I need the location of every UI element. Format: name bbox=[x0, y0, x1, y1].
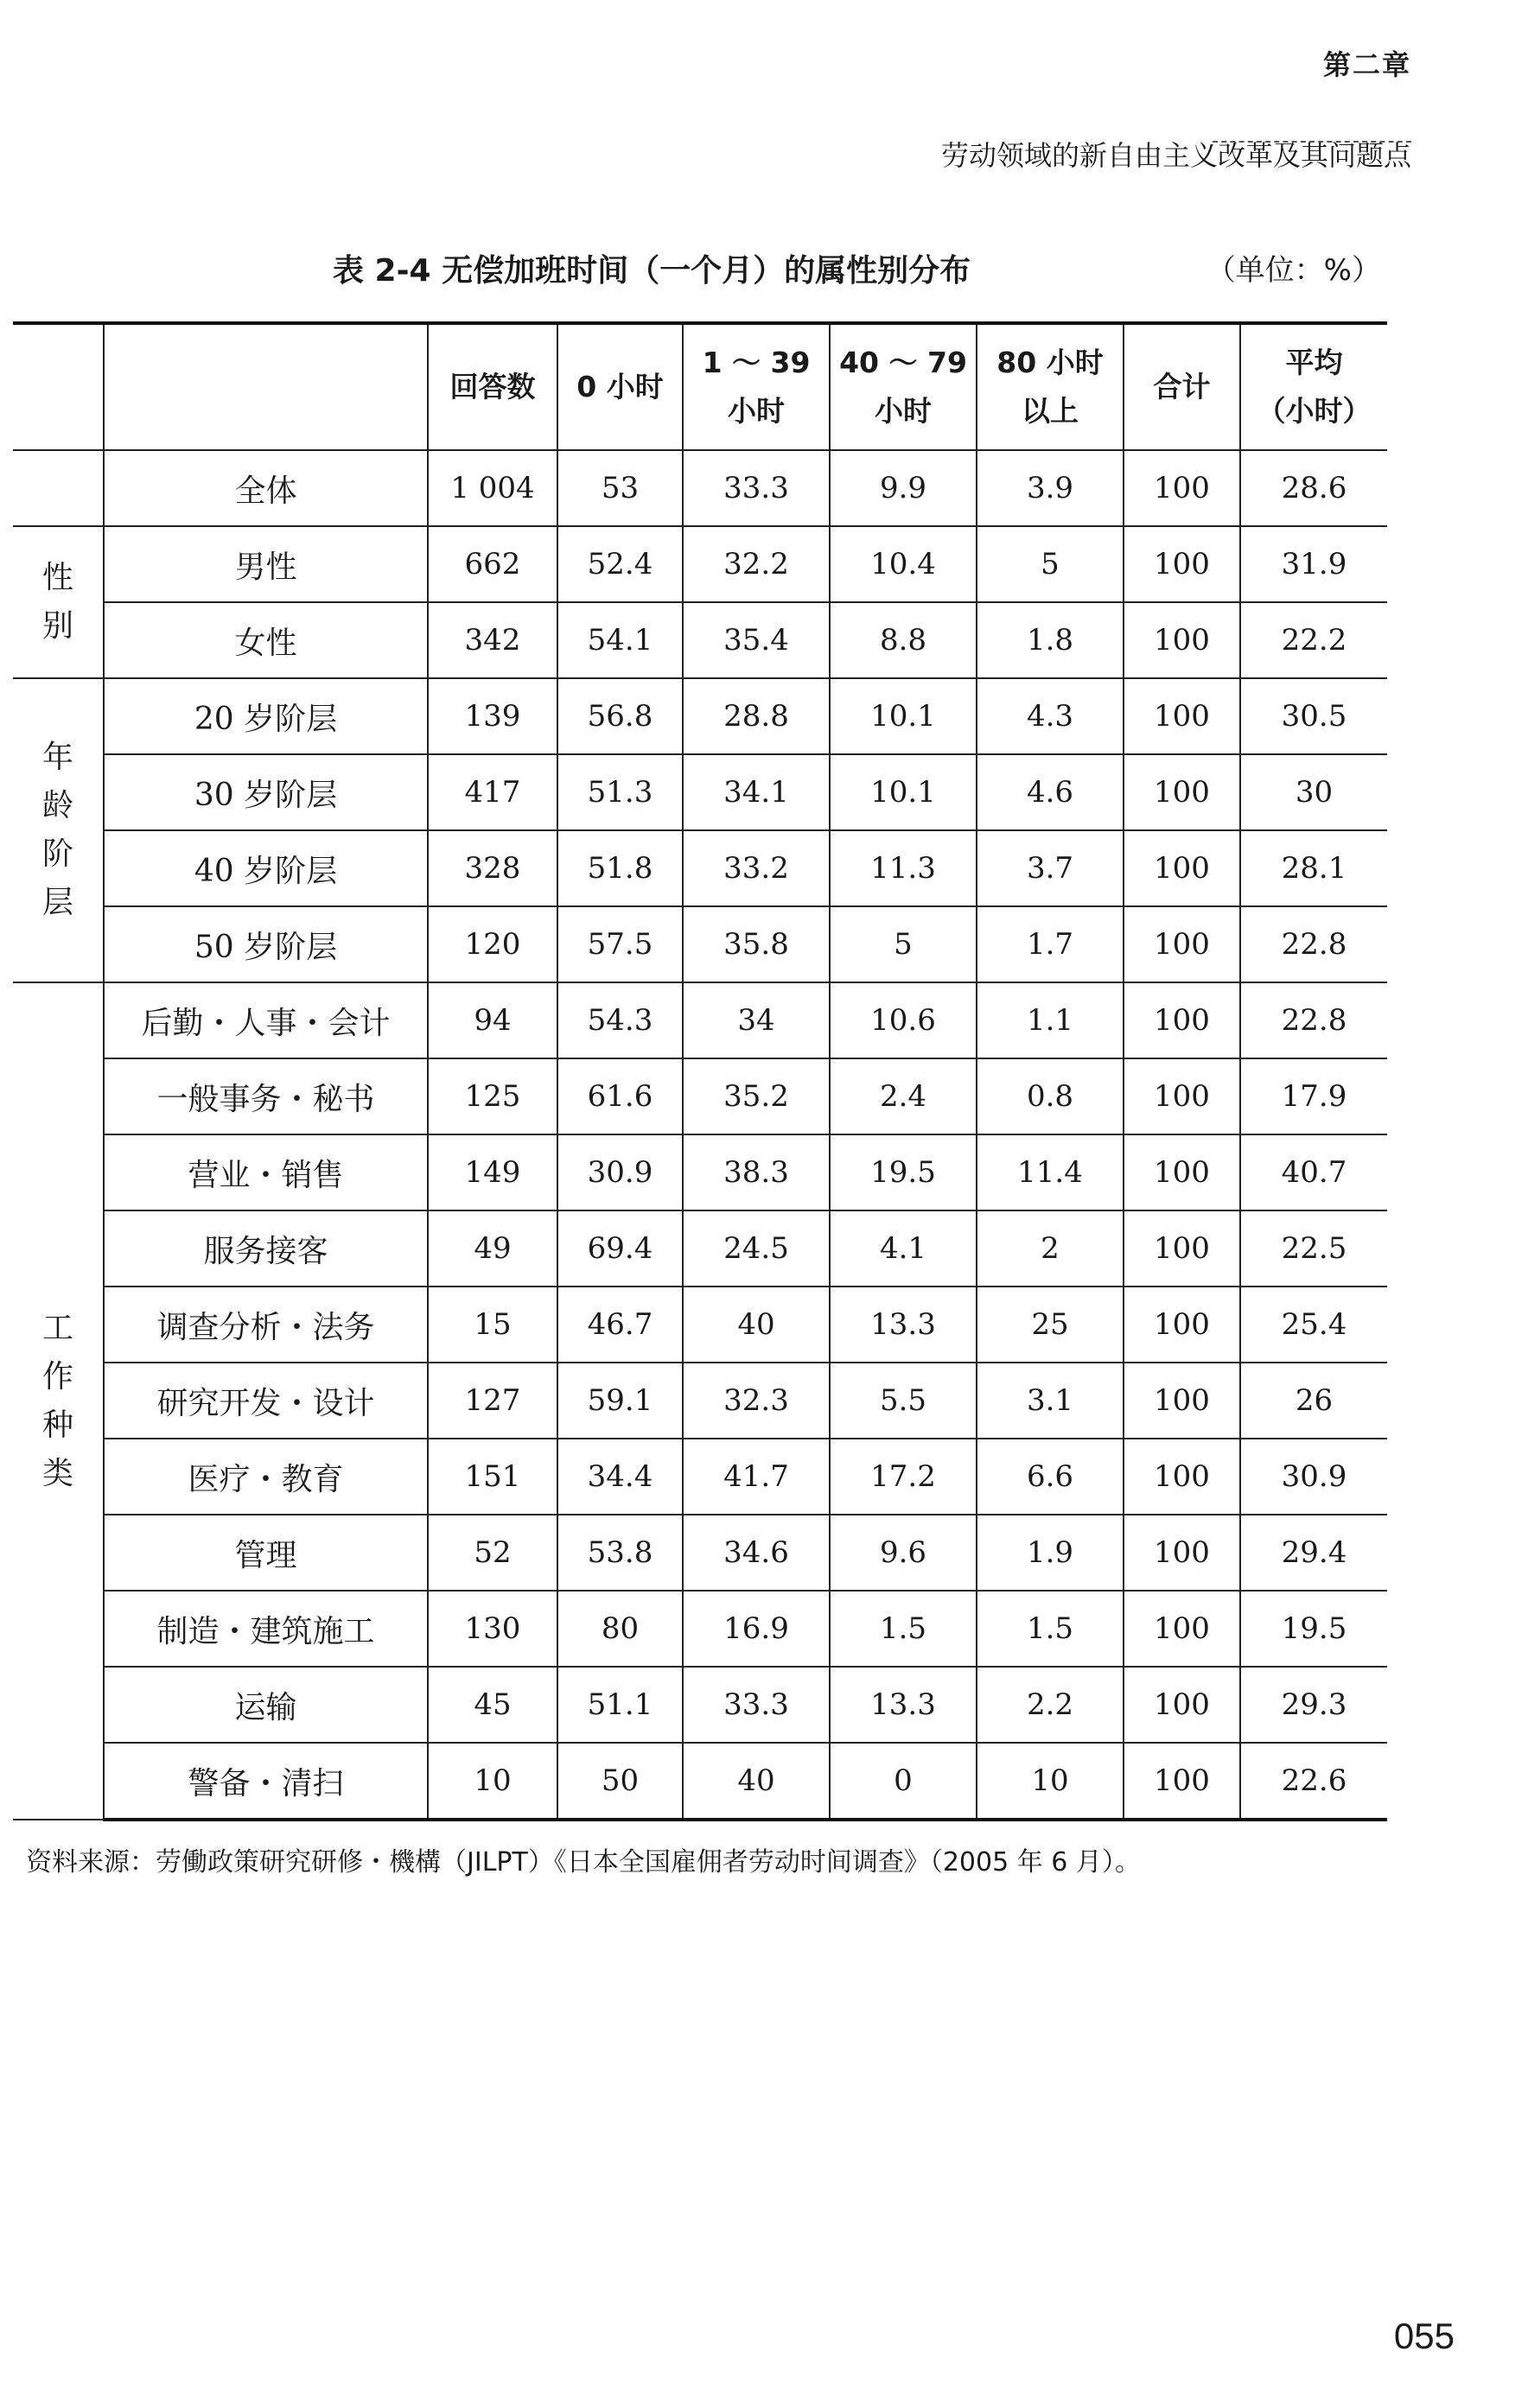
header-rule bbox=[1213, 141, 1411, 143]
table-cell: 130 bbox=[428, 1591, 557, 1667]
table-cell: 2.4 bbox=[830, 1058, 977, 1134]
table-row bbox=[13, 830, 1387, 906]
table-cell: 53 bbox=[557, 450, 683, 526]
table-row bbox=[13, 1743, 1387, 1820]
table-cell: 52 bbox=[428, 1515, 557, 1591]
group-label bbox=[13, 450, 104, 526]
table-cell: 100 bbox=[1124, 450, 1240, 526]
table-cell: 1.1 bbox=[977, 982, 1124, 1058]
table-cell: 30.9 bbox=[1240, 1439, 1387, 1515]
table-cell: 35.4 bbox=[683, 602, 830, 678]
table-cell: 5 bbox=[977, 526, 1124, 602]
table-cell: 13.3 bbox=[830, 1667, 977, 1743]
table-cell: 22.2 bbox=[1240, 602, 1387, 678]
table-row bbox=[13, 982, 1387, 1058]
table-cell: 151 bbox=[428, 1439, 557, 1515]
table-cell: 10.6 bbox=[830, 982, 977, 1058]
table-row bbox=[13, 1058, 1387, 1134]
table-cell: 46.7 bbox=[557, 1287, 683, 1363]
chapter-subtitle: 劳动领域的新自由主义改革及其问题点 bbox=[940, 139, 1411, 172]
column-header-line: 小时 bbox=[875, 394, 932, 428]
table-cell: 51.8 bbox=[557, 830, 683, 906]
group-label-char: 类 bbox=[41, 1455, 73, 1491]
column-header-line: 0 小时 bbox=[576, 370, 664, 403]
table-row bbox=[13, 906, 1387, 982]
column-header bbox=[428, 323, 557, 450]
table-cell: 1.8 bbox=[977, 602, 1124, 678]
table-cell: 69.4 bbox=[557, 1210, 683, 1287]
table-cell: 1.5 bbox=[977, 1591, 1124, 1667]
table-cell: 80 bbox=[557, 1591, 683, 1667]
table-cell: 33.3 bbox=[683, 450, 830, 526]
column-header bbox=[13, 323, 104, 450]
table-cell: 17.2 bbox=[830, 1439, 977, 1515]
group-label-char: 种 bbox=[41, 1407, 73, 1443]
table-cell: 3.7 bbox=[977, 830, 1124, 906]
column-header-line: 以上 bbox=[1022, 394, 1079, 428]
table-cell: 100 bbox=[1124, 1515, 1240, 1591]
table-cell: 13.3 bbox=[830, 1287, 977, 1363]
column-header bbox=[977, 323, 1124, 450]
table-cell: 32.2 bbox=[683, 526, 830, 602]
table-cell: 32.3 bbox=[683, 1363, 830, 1439]
row-category: 30 岁阶层 bbox=[104, 754, 428, 830]
table-cell: 59.1 bbox=[557, 1363, 683, 1439]
table-cell: 19.5 bbox=[830, 1134, 977, 1210]
group-label-char: 层 bbox=[41, 885, 73, 920]
table-cell: 417 bbox=[428, 754, 557, 830]
table-cell: 51.3 bbox=[557, 754, 683, 830]
table-cell: 15 bbox=[428, 1287, 557, 1363]
group-label-char: 龄 bbox=[41, 788, 73, 823]
table-cell: 11.4 bbox=[977, 1134, 1124, 1210]
table-row bbox=[13, 602, 1387, 678]
table-row bbox=[13, 754, 1387, 830]
table-cell: 52.4 bbox=[557, 526, 683, 602]
row-category: 警备・清扫 bbox=[104, 1743, 428, 1820]
table-cell: 22.5 bbox=[1240, 1210, 1387, 1287]
group-label-char: 阶 bbox=[41, 836, 73, 872]
table-cell: 3.9 bbox=[977, 450, 1124, 526]
table-cell: 28.1 bbox=[1240, 830, 1387, 906]
table-cell: 16.9 bbox=[683, 1591, 830, 1667]
table-cell: 28.6 bbox=[1240, 450, 1387, 526]
table-row bbox=[13, 526, 1387, 602]
table-cell: 40.7 bbox=[1240, 1134, 1387, 1210]
table-cell: 100 bbox=[1124, 1134, 1240, 1210]
column-header bbox=[1124, 323, 1240, 450]
table-cell: 100 bbox=[1124, 1287, 1240, 1363]
table-cell: 4.1 bbox=[830, 1210, 977, 1287]
table-cell: 29.4 bbox=[1240, 1515, 1387, 1591]
row-category: 医疗・教育 bbox=[104, 1439, 428, 1515]
column-header bbox=[830, 323, 977, 450]
row-category: 全体 bbox=[104, 450, 428, 526]
row-category: 女性 bbox=[104, 602, 428, 678]
table-cell: 41.7 bbox=[683, 1439, 830, 1515]
table-cell: 2 bbox=[977, 1210, 1124, 1287]
column-header-line: 40 ～ 79 bbox=[839, 346, 967, 379]
table-cell: 25 bbox=[977, 1287, 1124, 1363]
table-cell: 100 bbox=[1124, 1667, 1240, 1743]
table-cell: 34.4 bbox=[557, 1439, 683, 1515]
table-cell: 30.9 bbox=[557, 1134, 683, 1210]
table-cell: 100 bbox=[1124, 830, 1240, 906]
row-category: 男性 bbox=[104, 526, 428, 602]
row-category: 营业・销售 bbox=[104, 1134, 428, 1210]
table-cell: 9.6 bbox=[830, 1515, 977, 1591]
table-caption-row bbox=[0, 246, 1528, 298]
row-category: 后勤・人事・会计 bbox=[104, 982, 428, 1058]
page-number: 055 bbox=[1393, 2316, 1455, 2356]
table-cell: 8.8 bbox=[830, 602, 977, 678]
group-label bbox=[13, 678, 104, 982]
column-header-line: 平均 bbox=[1285, 346, 1343, 379]
table-cell: 57.5 bbox=[557, 906, 683, 982]
group-label bbox=[13, 526, 104, 678]
group-label-char: 作 bbox=[41, 1358, 73, 1395]
column-header bbox=[1240, 323, 1387, 450]
table-cell: 61.6 bbox=[557, 1058, 683, 1134]
table-cell: 5.5 bbox=[830, 1363, 977, 1439]
table-row bbox=[13, 1439, 1387, 1515]
table-header-row bbox=[13, 323, 1387, 450]
table-cell: 45 bbox=[428, 1667, 557, 1743]
table-cell: 100 bbox=[1124, 1439, 1240, 1515]
table-row bbox=[13, 1363, 1387, 1439]
table-cell: 10.1 bbox=[830, 678, 977, 754]
table-cell: 35.8 bbox=[683, 906, 830, 982]
table-cell: 100 bbox=[1124, 906, 1240, 982]
column-header-line: 80 小时 bbox=[996, 346, 1104, 379]
column-header bbox=[683, 323, 830, 450]
table-cell: 6.6 bbox=[977, 1439, 1124, 1515]
table-cell: 24.5 bbox=[683, 1210, 830, 1287]
table-cell: 56.8 bbox=[557, 678, 683, 754]
table-cell: 19.5 bbox=[1240, 1591, 1387, 1667]
table-cell: 26 bbox=[1240, 1363, 1387, 1439]
table-row bbox=[13, 678, 1387, 754]
row-category: 管理 bbox=[104, 1515, 428, 1591]
table-cell: 34 bbox=[683, 982, 830, 1058]
table-cell: 30 bbox=[1240, 754, 1387, 830]
table-cell: 31.9 bbox=[1240, 526, 1387, 602]
table-cell: 100 bbox=[1124, 1058, 1240, 1134]
chapter-label: 第二章 bbox=[1322, 48, 1411, 81]
table-row bbox=[13, 1515, 1387, 1591]
column-header-line: 合计 bbox=[1153, 370, 1211, 403]
column-header-line: 1 ～ 39 bbox=[702, 346, 811, 379]
table-cell: 35.2 bbox=[683, 1058, 830, 1134]
table-cell: 28.8 bbox=[683, 678, 830, 754]
column-header-line: 回答数 bbox=[449, 370, 536, 403]
table-cell: 100 bbox=[1124, 982, 1240, 1058]
table-cell: 342 bbox=[428, 602, 557, 678]
row-category: 服务接客 bbox=[104, 1210, 428, 1287]
running-head bbox=[941, 48, 1411, 175]
table-cell: 11.3 bbox=[830, 830, 977, 906]
table-cell: 10.1 bbox=[830, 754, 977, 830]
table-title: 表 2-4 无偿加班时间（一个月）的属性别分布 bbox=[333, 253, 971, 289]
table-cell: 33.3 bbox=[683, 1667, 830, 1743]
table-cell: 33.2 bbox=[683, 830, 830, 906]
column-header-line: 小时 bbox=[728, 394, 785, 428]
table-cell: 10 bbox=[428, 1743, 557, 1820]
table-cell: 4.3 bbox=[977, 678, 1124, 754]
row-category: 调查分析・法务 bbox=[104, 1287, 428, 1363]
table-cell: 22.8 bbox=[1240, 906, 1387, 982]
table-cell: 50 bbox=[557, 1743, 683, 1820]
row-category: 一般事务・秘书 bbox=[104, 1058, 428, 1134]
row-category: 运输 bbox=[104, 1667, 428, 1743]
column-header bbox=[104, 323, 428, 450]
table-cell: 5 bbox=[830, 906, 977, 982]
table-unit: （单位：%） bbox=[1206, 253, 1381, 288]
row-category: 20 岁阶层 bbox=[104, 678, 428, 754]
table-cell: 40 bbox=[683, 1287, 830, 1363]
group-label-char: 年 bbox=[41, 740, 73, 775]
table-row bbox=[13, 1134, 1387, 1210]
data-table bbox=[13, 321, 1387, 1821]
table-cell: 1.7 bbox=[977, 906, 1124, 982]
row-category: 制造・建筑施工 bbox=[104, 1591, 428, 1667]
group-label-char: 性 bbox=[41, 560, 73, 595]
table-row bbox=[13, 1667, 1387, 1743]
table-cell: 125 bbox=[428, 1058, 557, 1134]
table-cell: 100 bbox=[1124, 754, 1240, 830]
table-row bbox=[13, 1287, 1387, 1363]
table-cell: 51.1 bbox=[557, 1667, 683, 1743]
table-cell: 25.4 bbox=[1240, 1287, 1387, 1363]
column-header bbox=[557, 323, 683, 450]
table-cell: 100 bbox=[1124, 1363, 1240, 1439]
table-cell: 54.3 bbox=[557, 982, 683, 1058]
row-category: 40 岁阶层 bbox=[104, 830, 428, 906]
row-category: 研究开发・设计 bbox=[104, 1363, 428, 1439]
table-cell: 34.6 bbox=[683, 1515, 830, 1591]
table-cell: 22.6 bbox=[1240, 1743, 1387, 1820]
table-cell: 127 bbox=[428, 1363, 557, 1439]
table-cell: 139 bbox=[428, 678, 557, 754]
table-cell: 10 bbox=[977, 1743, 1124, 1820]
table-cell: 40 bbox=[683, 1743, 830, 1820]
table-cell: 94 bbox=[428, 982, 557, 1058]
table-cell: 0 bbox=[830, 1743, 977, 1820]
column-header-line: （小时） bbox=[1257, 394, 1372, 428]
table-cell: 34.1 bbox=[683, 754, 830, 830]
table-cell: 10.4 bbox=[830, 526, 977, 602]
table-cell: 38.3 bbox=[683, 1134, 830, 1210]
table-row bbox=[13, 1210, 1387, 1287]
table-body bbox=[13, 450, 1387, 1820]
table-cell: 49 bbox=[428, 1210, 557, 1287]
group-label bbox=[13, 982, 104, 1820]
row-category: 50 岁阶层 bbox=[104, 906, 428, 982]
table-cell: 100 bbox=[1124, 678, 1240, 754]
table-cell: 3.1 bbox=[977, 1363, 1124, 1439]
table-cell: 30.5 bbox=[1240, 678, 1387, 754]
table-cell: 120 bbox=[428, 906, 557, 982]
table-cell: 100 bbox=[1124, 1210, 1240, 1287]
table-cell: 149 bbox=[428, 1134, 557, 1210]
table-cell: 0.8 bbox=[977, 1058, 1124, 1134]
group-label-char: 工 bbox=[41, 1310, 73, 1346]
table-cell: 100 bbox=[1124, 1591, 1240, 1667]
table-cell: 662 bbox=[428, 526, 557, 602]
table-cell: 9.9 bbox=[830, 450, 977, 526]
table-cell: 17.9 bbox=[1240, 1058, 1387, 1134]
table-row bbox=[13, 1591, 1387, 1667]
table-cell: 1.9 bbox=[977, 1515, 1124, 1591]
table-row bbox=[13, 450, 1387, 526]
table-cell: 1.5 bbox=[830, 1591, 977, 1667]
table-cell: 22.8 bbox=[1240, 982, 1387, 1058]
table-cell: 29.3 bbox=[1240, 1667, 1387, 1743]
table-cell: 100 bbox=[1124, 602, 1240, 678]
table-cell: 54.1 bbox=[557, 602, 683, 678]
table-cell: 1 004 bbox=[428, 450, 557, 526]
table-cell: 4.6 bbox=[977, 754, 1124, 830]
table-cell: 100 bbox=[1124, 526, 1240, 602]
table-cell: 100 bbox=[1124, 1743, 1240, 1820]
table-cell: 53.8 bbox=[557, 1515, 683, 1591]
source-note: 资料来源：劳働政策研究研修・機構（JILPT）《日本全国雇佣者劳动时间调查》（2005 年 6 月）。 bbox=[26, 1847, 1141, 1877]
table-cell: 2.2 bbox=[977, 1667, 1124, 1743]
group-label-char: 别 bbox=[41, 608, 73, 644]
table-cell: 328 bbox=[428, 830, 557, 906]
